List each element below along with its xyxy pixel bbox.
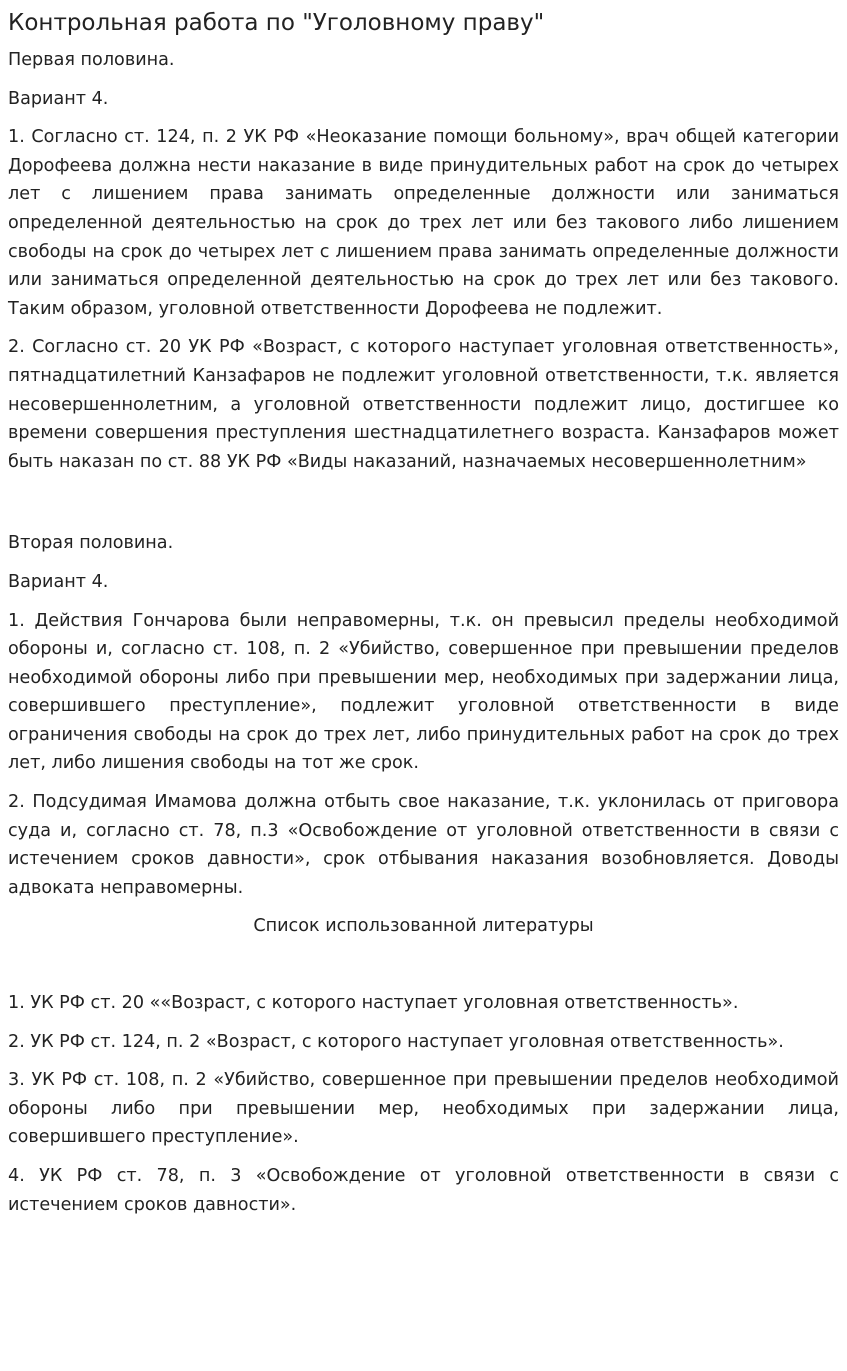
literature-section bbox=[8, 912, 839, 1219]
first-half-variant: Вариант 4. bbox=[8, 88, 109, 109]
second-half-item-2: 2. Подсудимая Имамова должна отбыть свое наказание, т.к. уклонилась от приговора суда и, согласно ст. 78, п.3 «Освобождение от уголовной ответственности в связи с истечением сроков давности», срок отбывания наказания возобновляется. Доводы адвоката неправомерны. bbox=[8, 792, 839, 898]
literature-item: 4. УК РФ ст. 78, п. 3 «Освобождение от уголовной ответственности в связи с истечением сроков давности». bbox=[8, 1166, 839, 1215]
literature-heading: Список использованной литературы bbox=[253, 916, 594, 937]
literature-list bbox=[8, 989, 839, 1219]
second-half-label: Вторая половина. bbox=[8, 533, 174, 554]
first-half-item-2: 2. Согласно ст. 20 УК РФ «Возраст, с которого наступает уголовная ответственность», пятнадцатилетний Канзафаров не подлежит уголовной ответственности, т.к. является несовершеннолетним, а уголовной ответственности подлежит лицо, достигшее ко времени совершения преступления шестнадцатилетнего возраста. Канзафаров может быть наказан по ст. 88 УК РФ «Виды наказаний, назначаемых несовершеннолетним» bbox=[8, 337, 839, 472]
literature-item: 1. УК РФ ст. 20 ««Возраст, с которого наступает уголовная ответственность». bbox=[8, 993, 739, 1014]
second-half-section bbox=[8, 529, 839, 902]
literature-item: 2. УК РФ ст. 124, п. 2 «Возраст, с которого наступает уголовная ответственность». bbox=[8, 1031, 784, 1052]
document-title: Контрольная работа по "Уголовному праву" bbox=[8, 10, 545, 36]
first-half-item-1: 1. Согласно ст. 124, п. 2 УК РФ «Неоказание помощи больному», врач общей категории Дорофеева должна нести наказание в виде принудительных работ на срок до четырех лет с лишением права занимать определенные должности или заниматься определенной деятельностью на срок до трех лет или без такового либо лишением свободы на срок до четырех лет с лишением права занимать определенные должности или заниматься определенной деятельностью на срок до трех лет или без такового. Таким образом, уголовной ответственности Дорофеева не подлежит. bbox=[8, 127, 839, 319]
first-half-section bbox=[8, 46, 839, 476]
literature-item: 3. УК РФ ст. 108, п. 2 «Убийство, совершенное при превышении пределов необходимой обороны либо при превышении мер, необходимых при задержании лица, совершившего преступление». bbox=[8, 1070, 839, 1148]
second-half-item-1: 1. Действия Гончарова были неправомерны, т.к. он превысил пределы необходимой обороны и, согласно ст. 108, п. 2 «Убийство, совершенное при превышении пределов необходимой обороны либо при превышении мер, необходимых при задержании лица, совершившего преступление», подлежит уголовной ответственности в виде ограничения свободы на срок до трех лет, либо принудительных работ на срок до трех лет, либо лишения свободы на тот же срок. bbox=[8, 610, 839, 774]
second-half-variant: Вариант 4. bbox=[8, 571, 109, 592]
first-half-label: Первая половина. bbox=[8, 50, 175, 70]
